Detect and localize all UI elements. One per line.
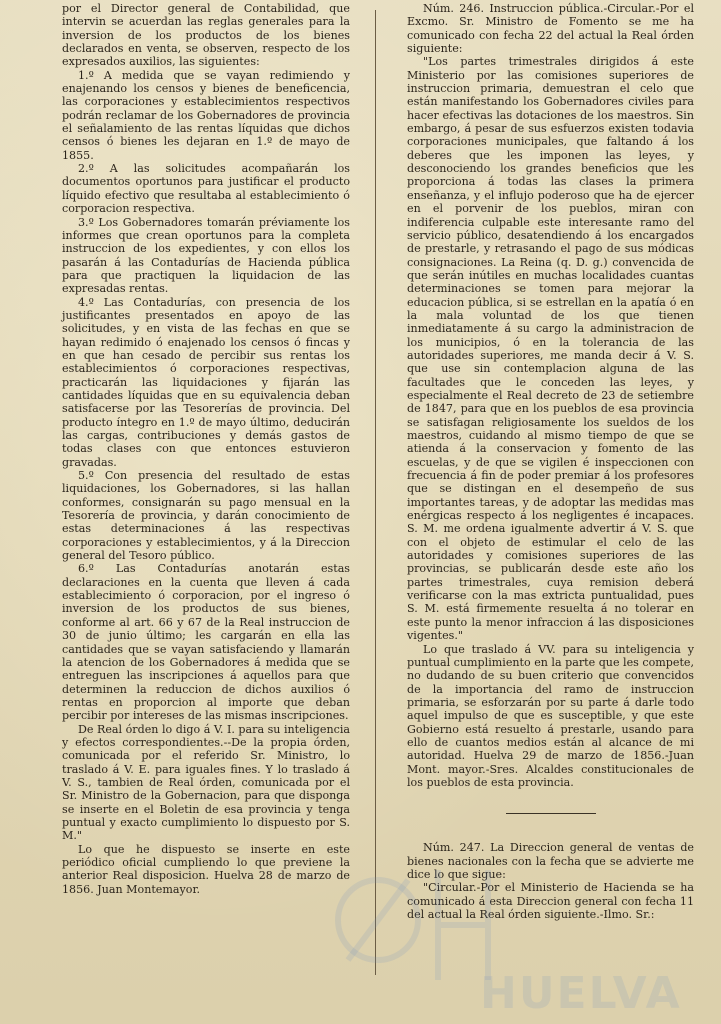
- section-separator: [506, 813, 596, 814]
- paragraph-royal-order: De Real órden lo digo á V. I. para su inteligencia y efectos correspondientes.--De la propia órden, comunicada por el referido Sr. Ministro, lo traslado á V. E. para iguales fines. Y lo traslado á V. S., tambien de Real órden, comunicada por el Sr. Ministro de la Gobernacion, para que disponga se inserte en el Boletin de esa provincia y tenga puntual y exacto cumplimiento lo dispuesto por S. M.": [62, 722, 350, 843]
- paragraph-intro: por el Director general de Contabilidad, que intervin se acuerdan las reglas generales para la inversion de los productos de los bienes declarados en venta, se observen, respecto de los expresados auxilios, las siguientes:: [62, 2, 350, 69]
- paragraph-rule-4: 4.º Las Contadurías, con presencia de los justificantes presentados en apoyo de las solicitudes, y en vista de las fechas en que se hayan redimido ó enajenado los censos ó fincas y en que han cesado de percibir sus rentas los establecimientos ó corporaciones respectivas, practicarán las liquidaciones y fijarán las cantidades líquidas que en su equivalencia deban satisfacerse por las Tesorerías de provincia. Del producto íntegro en 1.º de mayo último, deducirán las cargas, contribuciones y demás gastos de todas clases con que entonces estuvieron gravadas.: [62, 295, 350, 469]
- paragraph-rule-3: 3.º Los Gobernadores tomarán préviamente los informes que crean oportunos para la completa instruccion de los expedientes, y con ellos los pasarán á las Contadurías de Hacienda pública para que practiquen la liquidacion de las expresadas rentas.: [62, 215, 350, 296]
- paragraph-transfer-signature: Lo que traslado á VV. para su inteligencia y puntual cumplimiento en la parte que les compete, no dudando de su buen criterio que convencidos de la importancia del ramo de instruccion primaria, se esforzarán por su parte á darle todo aquel impulso de que es susceptible, y que este Gobierno está resuelto á prestarle, usando para ello de cuantos medios están al alcance de mi autoridad. Huelva 29 de marzo de 1856.-Juan Mont. mayor.-Sres. Alcaldes constitucionales de los pueblos de esta provincia.: [407, 642, 694, 789]
- right-column: [407, 2, 694, 921]
- heading-num-247: Núm. 247. La Direccion general de ventas de bienes nacionales con la fecha que se advierte me dice lo que sigue:: [407, 841, 694, 881]
- paragraph-rule-1: 1.º A medida que se vayan redimiendo y enajenando los censos y bienes de beneficencia, las corporaciones y establecimientos respectivos podrán reclamar de los Gobernadores de provincia el señalamiento de las rentas líquidas que dichos censos ó bienes les dejaran en 1.º de mayo de 1855.: [62, 68, 350, 162]
- paragraph-rule-2: 2.º A las solicitudes acompañarán los documentos oportunos para justificar el producto líquido efectivo que resultaba al establecimiento ó corporacion respectiva.: [62, 162, 350, 216]
- column-divider: [375, 10, 376, 975]
- paragraph-rule-5: 5.º Con presencia del resultado de estas liquidaciones, los Gobernadores, si las hallan conformes, consignarán su pago mensual en la Tesorería de provincia, y darán conocimiento de estas determinaciones á las respectivas corporaciones y establecimientos, y á la Direccion general del Tesoro público.: [62, 469, 350, 563]
- paragraph-closing-signature: Lo que he dispuesto se inserte en este periódico oficial cumpliendo lo que previene la anterior Real disposicion. Huelva 28 de marzo de 1856. Juan Montemayor.: [62, 842, 350, 896]
- watermark-text: HUELVA: [480, 968, 682, 1019]
- left-column: [62, 2, 350, 896]
- heading-num-246: Núm. 246. Instruccion pública.-Circular.-Por el Excmo. Sr. Ministro de Fomento se me ha comunicado con fecha 22 del actual la Real órden siguiente:: [407, 2, 694, 56]
- paragraph-circular: "Circular.-Por el Ministerio de Hacienda se ha comunicado á esta Direccion general con fecha 11 del actual la Real órden siguiente.-Ilmo. Sr.:: [407, 881, 694, 921]
- paragraph-royal-order-instruction: "Los partes trimestrales dirigidos á este Ministerio por las comisiones superiores de instruccion primaria, demuestran el celo que están manifestando los Gobernadores civiles para hacer efectivas las dotaciones de los maestros. Sin embargo, á pesar de sus esfuerzos existen todavia corporaciones municipales, que faltando á los deberes que les imponen las leyes, y desconociendo los grandes beneficios que les proporciona á todas las clases la primera enseñanza, y el influjo poderoso que ha de ejercer en el porvenir de los pueblos, miran con indiferencia culpable este interesante ramo del servicio público, desatendiendo á los encargados de prestarle, y retrasando el pago de sus módicas consignaciones. La Reina (q. D. g.) convencida de que serán inútiles en muchas localidades cuantas determinaciones se tomen para mejorar la educacion pública, si se estrellan en la apatía ó en la mala voluntad de los que tienen inmediatamente á su cargo la administracion de los municipios, ó en la tolerancia de las autoridades superiores, me manda decir á V. S. que use sin contemplacion alguna de las facultades que le conceden las leyes, y especialmente el Real decreto de 23 de setiembre de 1847, para que en los pueblos de esa provincia se satisfagan religiosamente los sueldos de los maestros, cuidando al mismo tiempo de que se atienda á la conservacion y fomento de las escuelas, y de que se vigilen é inspeccionen con frecuencia á fin de poder premiar á los profesores que se distingan en el desempeño de sus importantes tareas, y de adoptar las medidas mas enérgicas respecto á los negligentes é incapaces. S. M. me ordena igualmente advertir á V. S. que con el objeto de estimular el celo de las autoridades y comisiones superiores de las provincias, se publicarán desde este año los partes trimestrales, cuya remision deberá verificarse con la mas extricta puntualidad, pues S. M. está firmemente resuelta á no tolerar en este punto la menor infraccion á las disposiciones vigentes.": [407, 55, 694, 643]
- paragraph-rule-6: 6.º Las Contadurías anotarán estas declaraciones en la cuenta que lleven á cada establecimiento ó corporacion, por el ingreso ó inversion de los productos de sus bienes, conforme al art. 66 y 67 de la Real instruccion de 30 de junio último; les cargarán en ella las cantidades que se vayan satisfaciendo y llamarán la atencion de los Gobernadores á medida que se entreguen las inscripciones á aquellos para que determinen la reduccion de dichos auxilios ó rentas en proporcion al importe que deban percibir por intereses de las mismas inscripciones.: [62, 562, 350, 723]
